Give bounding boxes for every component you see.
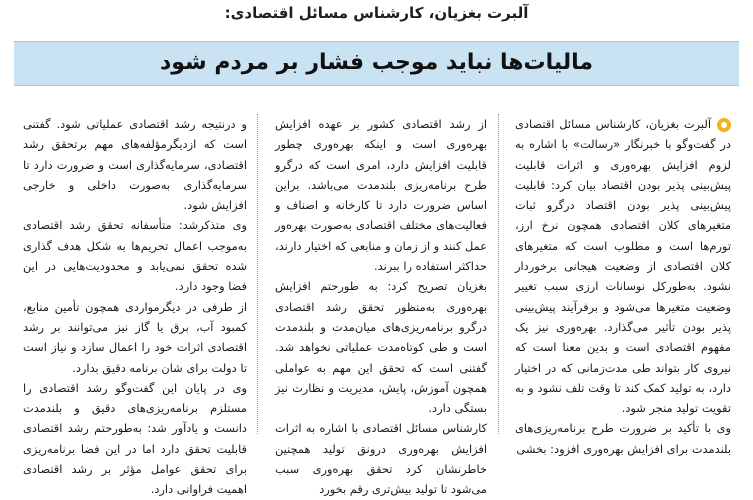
article-headline: مالیات‌ها نباید موجب فشار بر مردم شود xyxy=(159,50,594,75)
paragraph: بغزیان تصریح کرد: به طورحتم افزایش بهره‌وری به‌منظور تحقق رشد اقتصادی درگرو برنامه‌ریزی‌های میان‌مدت و بلندمدت است و طی کوتاه‌مدت عملیاتی نخواهد شد. گفتنی است که تحقق این مهم به عواملی همچون آموزش، پایش، مدیریت و نظارت نیز بستگی دارد. xyxy=(275,279,487,416)
article-column-3 xyxy=(23,114,247,497)
paragraph: آلبرت بغزیان، کارشناس مسائل اقتصادی در گفت‌وگو با خبرنگار «رسالت» با اشاره به لزوم افزایش بهره‌وری و اثرات قابلیت پیش‌بینی پذیر بودن اقتصاد بیان کرد: قابلیت پیش‌بینی پذیر بودن اقتصاد درگرو ثبات متغیرهای کلان اقتصادی همچون نرخ ارز، تورم‌ها است و مطلوب است که متغیرهای کلان اقتصادی از وضعیت هیجانی برخوردار نشود. به‌طورکل نوسانات ارزی سبب تغییر وضعیت متغیرها می‌شود و برفرآیند پیش‌بینی پذیر بودن تأثیر می‌گذارد. بهره‌وری نیز یک مفهوم اقتصادی است و بدین معنا است که نیروی کار بتواند طی مدت‌زمانی که در اختیار دارد، به تولید کمک کند تا وقت تلف نشود و به تقویت تولید منجر شود. xyxy=(515,117,731,416)
article-column-2 xyxy=(275,114,487,497)
column-divider xyxy=(257,114,259,434)
paragraph: کارشناس مسائل اقتصادی با اشاره به اثرات افزایش بهره‌وری درونق تولید همچنین خاطرنشان کرد تحقق بهره‌وری سبب می‌شود تا تولید بیش‌تری رقم بخورد xyxy=(275,421,487,497)
paragraph: وی متذکرشد: متأسفانه تحقق رشد اقتصادی به‌موجب اعمال تحریم‌ها به شکل هدف گذاری شده تحقق نمی‌یابد و محدودیت‌هایی در این فضا وجود دارد. xyxy=(23,218,247,294)
paragraph: وی در پایان این گفت‌وگو رشد اقتصادی را مستلزم برنامه‌ریزی‌های دقیق و بلندمدت دانست و یادآور شد: به‌طورحتم رشد اقتصادی قابلیت تحقق دارد اما در این فضا برنامه‌ریزی برای تحقق عوامل مؤثر بر رشد اقتصادی اهمیت فراوانی دارد. xyxy=(23,380,247,497)
newspaper-logo-icon xyxy=(717,118,731,132)
article-column-1 xyxy=(515,114,731,456)
paragraph: از طرفی در دیگرمواردی همچون تأمین منابع، کمبود آب، برق یا گاز نیز می‌توانند بر رشد اقتصادی اثرات خود را اعمال سازد و نیاز است تا دولت برای شان برنامه دقیق بدارد. xyxy=(23,299,247,375)
column-divider xyxy=(498,114,500,434)
paragraph: وی با تأکید بر ضرورت طرح برنامه‌ریزی‌های بلندمدت برای افزایش بهره‌وری افزود: بخشی xyxy=(515,421,731,456)
paragraph: و درنتیجه رشد اقتصادی عملیاتی شود. گفتنی است که ازدیگرمؤلفه‌های مهم برتحقق رشد اقتصادی، سرمایه‌گذاری است و ضرورت دارد تا سرمایه‌گذاری به‌صورت داخلی و خارجی افزایش شود. xyxy=(23,117,247,213)
article-kicker: آلبرت بغزیان، کارشناس مسائل اقتصادی: xyxy=(224,4,529,22)
paragraph: از رشد اقتصادی کشور بر عهده افزایش بهره‌وری است و اینکه بهره‌وری چطور قابلیت افزایش دارد، امری است که درگرو طرح برنامه‌ریزی بلندمدت می‌باشد. براین اساس ضرورت دارد تا کارخانه و اصناف و فعالیت‌های مختلف اقتصادی به‌صورت بهره‌ور عمل کنند و از زمان و منابعی که اختیار دارند، حداکثر استفاده را ببرند. xyxy=(275,117,487,274)
article-body xyxy=(10,114,743,497)
